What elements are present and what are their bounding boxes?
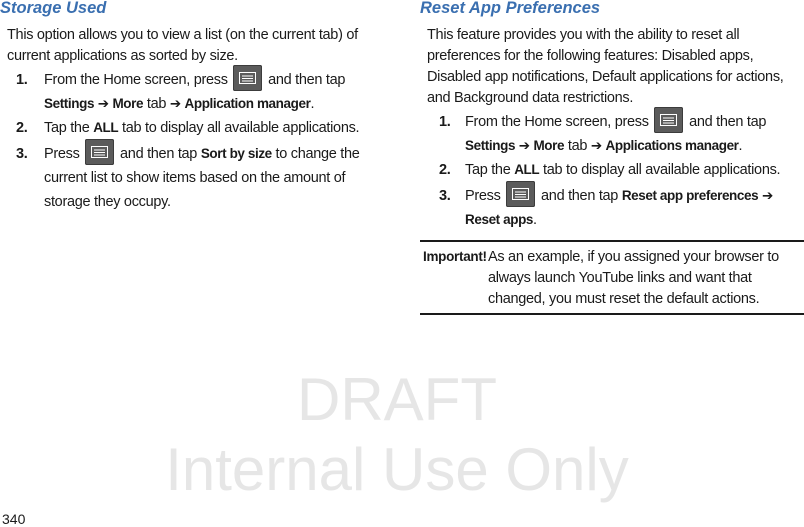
- step-text: Press: [44, 146, 80, 162]
- arrow-icon: ➔: [518, 138, 530, 153]
- step-text: Tap the: [465, 162, 511, 178]
- ui-label-sort-by-size: Sort by size: [200, 146, 272, 161]
- step-text: .: [310, 96, 315, 112]
- step-number: 2.: [16, 120, 28, 136]
- step-item: [0, 116, 375, 140]
- intro-paragraph: This feature provides you with the ability to reset all preferences for the following features: Disabled apps, Disabled app notifications, Default applications for actions, and Background data restrictions.: [427, 27, 784, 106]
- important-text: As an example, if you assigned your browser to always launch YouTube links and want that changed, you must reset the default actions.: [488, 249, 779, 307]
- page-number: 340: [2, 511, 26, 527]
- step-number: 1.: [16, 72, 28, 88]
- step-text: From the Home screen, press: [44, 72, 228, 88]
- step-text: to change the current list to show items based on the amount of storage they occupy.: [44, 146, 360, 210]
- step-text: From the Home screen, press: [465, 114, 649, 130]
- ui-label-settings: Settings: [465, 138, 516, 153]
- ui-label-more: More: [533, 138, 565, 153]
- intro-paragraph: This option allows you to view a list (on the current tab) of current applications as sorted by size.: [7, 27, 358, 64]
- step-text: Tap the: [44, 120, 90, 136]
- step-text: tab: [567, 138, 588, 154]
- step-text: Press: [465, 188, 501, 204]
- step-number: 3.: [16, 146, 28, 162]
- ui-label-applications-manager: Applications manager: [605, 138, 739, 153]
- steps-list: [0, 68, 375, 214]
- step-item: [0, 68, 375, 116]
- step-text: .: [533, 212, 537, 228]
- step-text: and then tap: [268, 72, 346, 88]
- ui-label-more: More: [112, 96, 144, 111]
- important-label: Important!: [423, 249, 487, 264]
- step-number: 2.: [439, 162, 451, 178]
- step-text: and then tap: [120, 146, 198, 162]
- step-number: 3.: [439, 188, 451, 204]
- step-text: tab: [146, 96, 167, 112]
- step-text: tab to display all available applications.: [121, 120, 360, 136]
- step-text: tab to display all available applications.: [542, 162, 781, 178]
- step-item: [420, 184, 804, 232]
- watermark-draft: DRAFT: [297, 366, 497, 433]
- section-heading-storage-used: Storage Used: [0, 0, 107, 17]
- storage-used-section: [0, 0, 375, 214]
- ui-label-application-manager: Application manager: [184, 96, 311, 111]
- watermark-internal-use: Internal Use Only: [165, 436, 629, 503]
- step-text: and then tap: [541, 188, 619, 204]
- step-text: and then tap: [689, 114, 767, 130]
- arrow-icon: ➔: [590, 138, 602, 153]
- step-item: [420, 158, 804, 182]
- arrow-icon: ➔: [97, 96, 109, 111]
- section-heading-reset-app-preferences: Reset App Preferences: [420, 0, 601, 17]
- step-item: [0, 142, 375, 214]
- ui-label-all: ALL: [514, 162, 540, 177]
- arrow-icon: ➔: [761, 188, 773, 203]
- important-note: [420, 240, 804, 315]
- step-text: .: [738, 138, 743, 154]
- menu-key-icon: [654, 107, 683, 133]
- menu-key-icon: [85, 139, 114, 165]
- ui-label-settings: Settings: [44, 96, 95, 111]
- reset-app-preferences-section: [420, 0, 804, 232]
- steps-list: [420, 110, 804, 232]
- menu-key-icon: [233, 65, 262, 91]
- step-number: 1.: [439, 114, 451, 130]
- ui-label-all: ALL: [93, 120, 119, 135]
- ui-label-reset-apps: Reset apps: [465, 212, 534, 227]
- ui-label-reset-app-preferences: Reset app preferences: [621, 188, 759, 203]
- step-item: [420, 110, 804, 158]
- arrow-icon: ➔: [169, 96, 181, 111]
- menu-key-icon: [506, 181, 535, 207]
